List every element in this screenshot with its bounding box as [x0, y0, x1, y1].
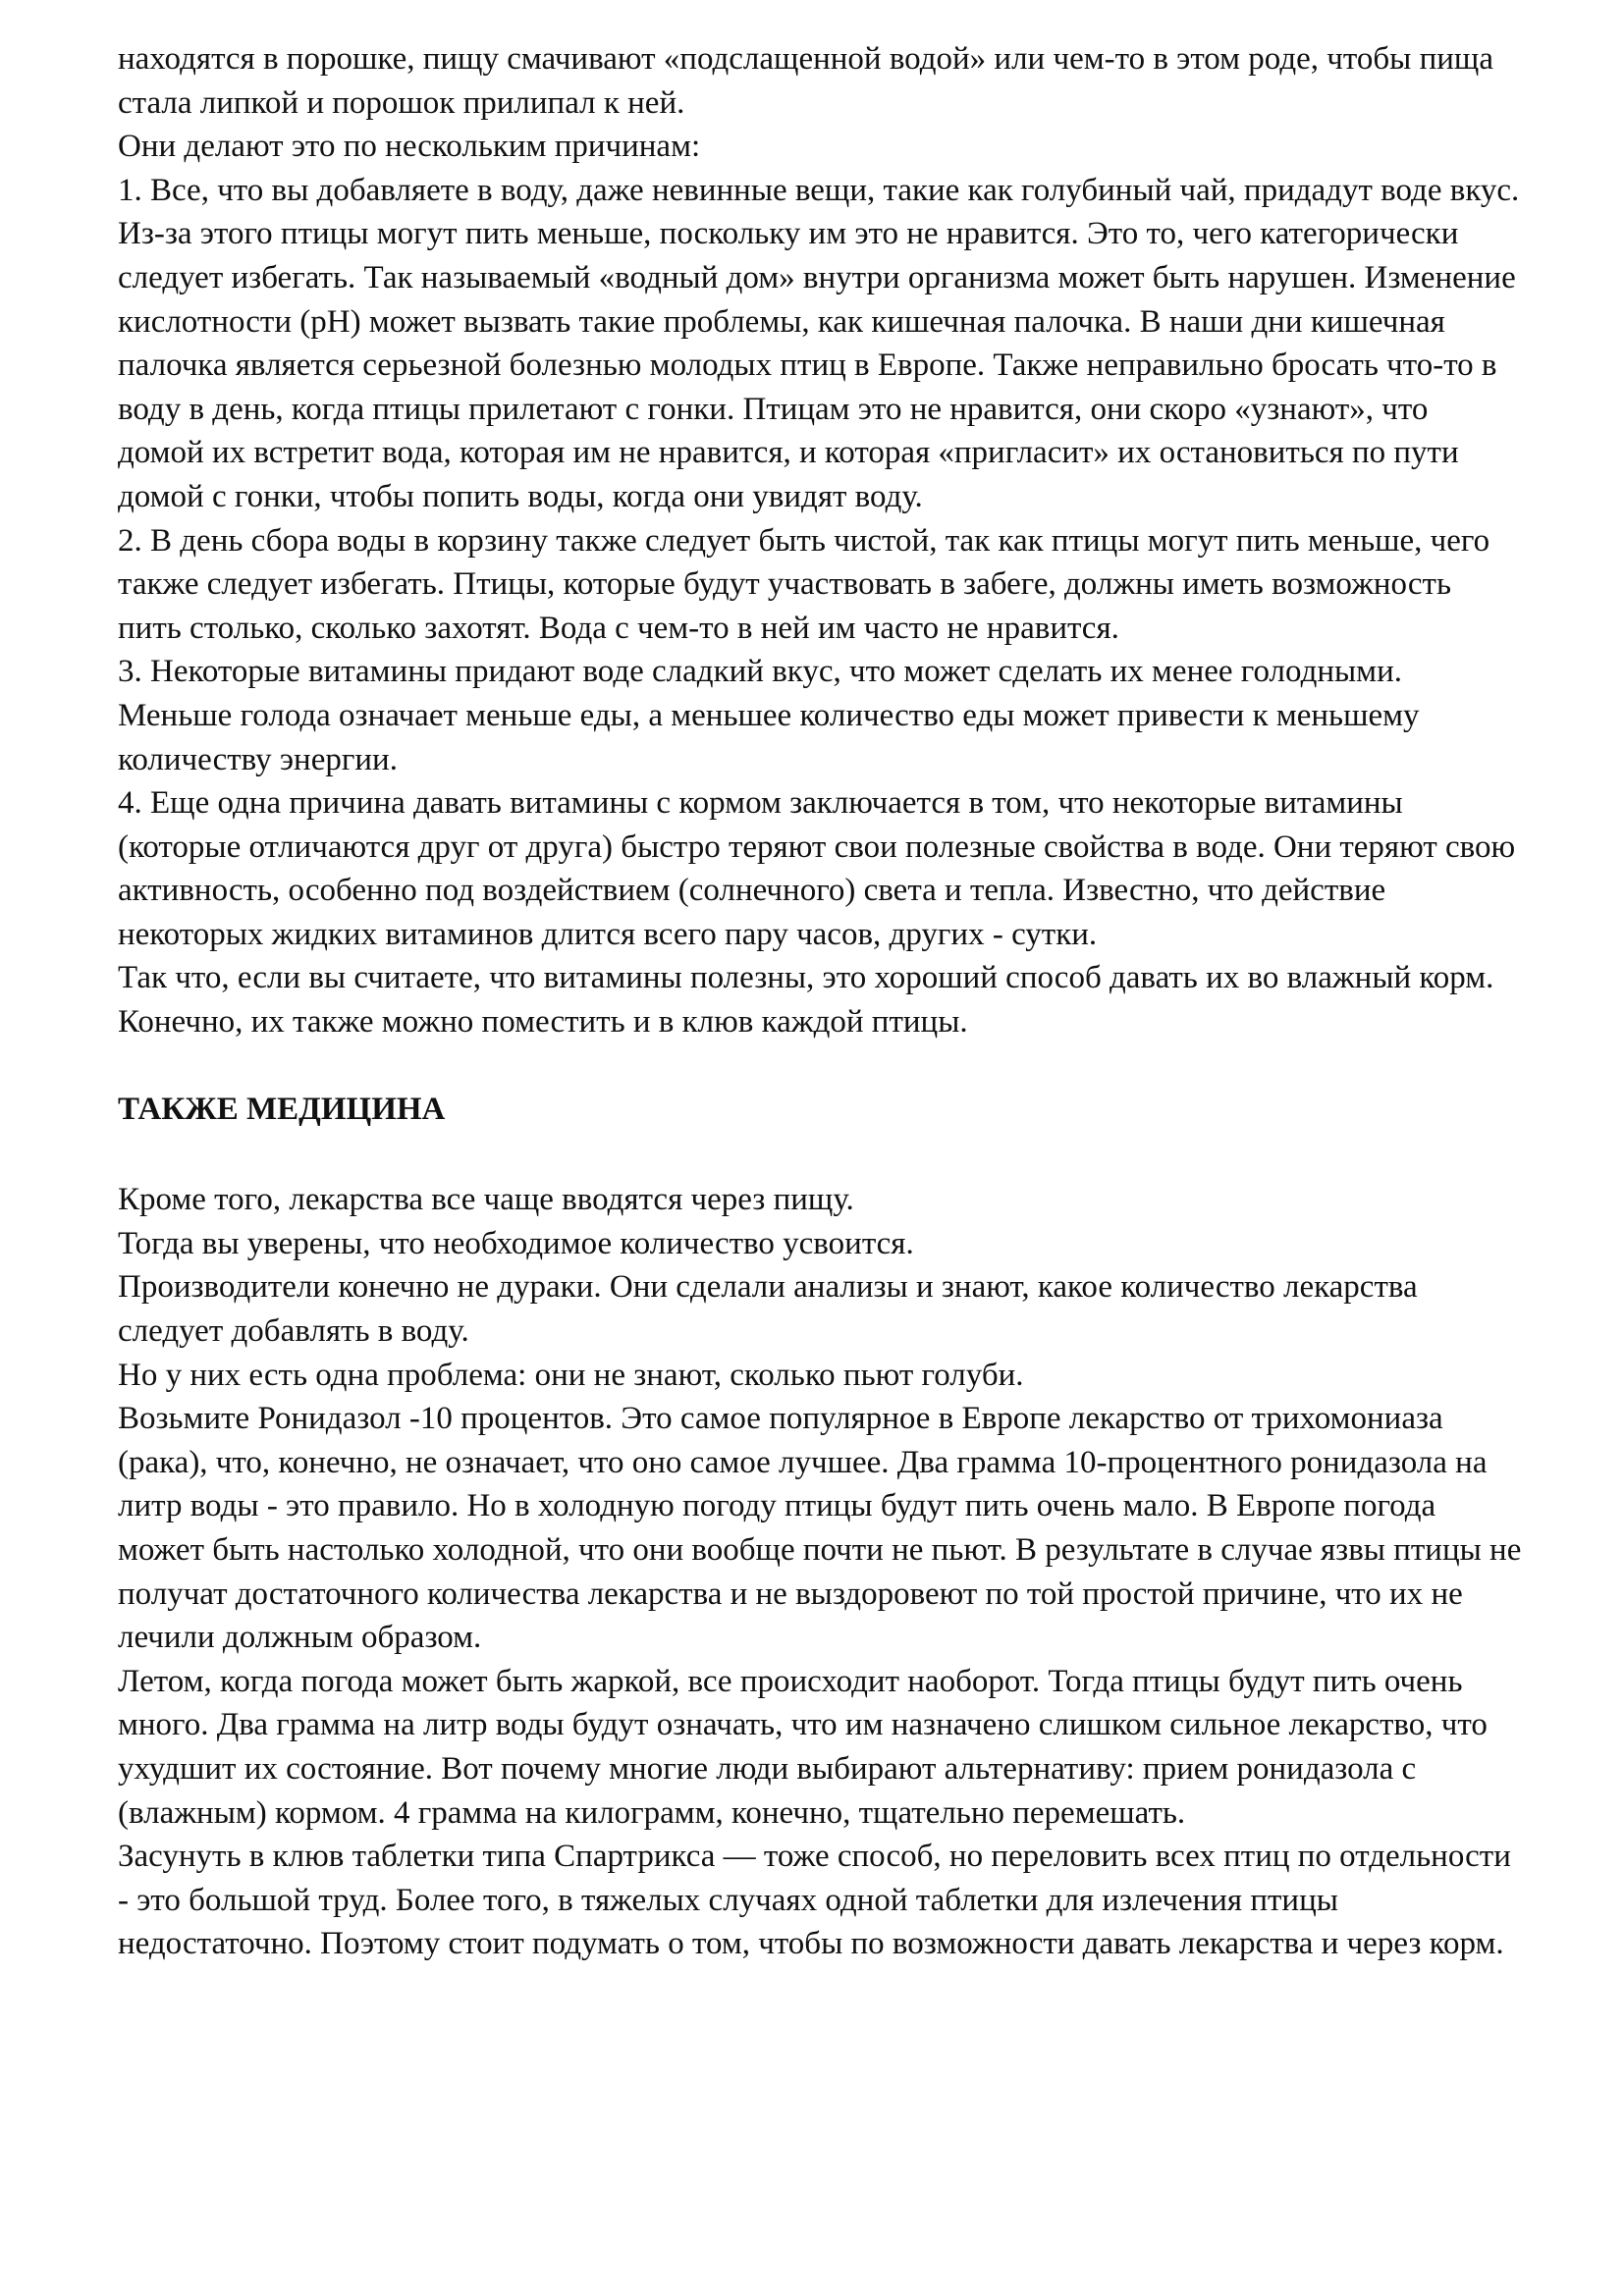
paragraph-vitamins-conclusion: Так что, если вы считаете, что витамины полезны, это хороший способ давать их во влажный корм. Конечно, их также можно поместить и в клюв каждой птицы.	[118, 960, 1494, 1041]
paragraph-reason-2: 2. В день сбора воды в корзину также следует быть чистой, так как птицы могут пить меньше, чего также следует избегать. Птицы, которые будут участвовать в забеге, должны иметь возможность пить столько, сколько захотят. Вода с чем-то в ней им часто не нравится.	[118, 522, 1490, 646]
paragraph-spartrix: Засунуть в клюв таблетки типа Спартрикса — тоже способ, но переловить всех птиц по отдельности - это большой труд. Более того, в тяжелых случаях одной таблетки для излечения птицы недостаточно. Поэтому стоит подумать о том, чтобы по возможности давать лекарства и через корм.	[118, 1839, 1511, 1962]
paragraph-summer: Летом, когда погода может быть жаркой, все происходит наоборот. Тогда птицы будут пить очень много. Два грамма на литр воды будут означать, что им назначено слишком сильное лекарство, что ухудшит их состояние. Вот почему многие люди выбирают альтернативу: прием ронидазола с (влажным) кормом. 4 грамма на килограмм, конечно, тщательно перемешать.	[118, 1663, 1488, 1831]
paragraph-reason-3: 3. Некоторые витамины придают воде сладкий вкус, что может сделать их менее голодными. Меньше голода означает меньше еды, а меньшее количество еды может привести к меньшему количеству энергии.	[118, 654, 1420, 777]
paragraph-medicine-food: Кроме того, лекарства все чаще вводятся через пищу.	[118, 1182, 854, 1218]
paragraph-intro-continued: находятся в порошке, пищу смачивают «подслащенной водой» или чем-то в этом роде, чтобы пища стала липкой и порошок прилипал к ней.	[118, 41, 1493, 121]
paragraph-medicine-certainty: Тогда вы уверены, что необходимое количество усвоится.	[118, 1225, 914, 1261]
document-page	[118, 37, 1522, 1966]
paragraph-ronidazole: Возьмите Ронидазол -10 процентов. Это самое популярное в Европе лекарство от трихомониаза (рака), что, конечно, не означает, что оно самое лучшее. Два грамма 10-процентного ронидазола на литр воды - это правило. Но в холодную погоду птицы будут пить очень мало. В Европе погода может быть настолько холодной, что они вообще почти не пьют. В результате в случае язвы птицы не получат достаточного количества лекарства и не выздоровеют по той простой причине, что их не лечили должным образом.	[118, 1401, 1522, 1656]
paragraph-reasons-intro: Они делают это по нескольким причинам:	[118, 129, 701, 165]
paragraph-problem: Но у них есть одна проблема: они не знают, сколько пьют голуби.	[118, 1357, 1024, 1393]
section-heading-medicine: ТАКЖЕ МЕДИЦИНА	[118, 1091, 446, 1127]
paragraph-manufacturers: Производители конечно не дураки. Они сделали анализы и знают, какое количество лекарства следует добавлять в воду.	[118, 1269, 1418, 1350]
paragraph-reason-1: 1. Все, что вы добавляете в воду, даже невинные вещи, такие как голубиный чай, придадут воде вкус. Из-за этого птицы могут пить меньше, поскольку им это не нравится. Это то, чего категорически следует избегать. Так называемый «водный дом» внутри организма может быть нарушен. Изменение кислотности (pH) может вызвать такие проблемы, как кишечная палочка. В наши дни кишечная палочка является серьезной болезнью молодых птиц в Европе. Также неправильно бросать что-то в воду в день, когда птицы прилетают с гонки. Птицам это не нравится, они скоро «узнают», что домой их встретит вода, которая им не нравится, и которая «пригласит» их остановиться по пути домой с гонки, чтобы попить воды, когда они увидят воду.	[118, 172, 1520, 514]
paragraph-reason-4: 4. Еще одна причина давать витамины с кормом заключается в том, что некоторые витамины (которые отличаются друг от друга) быстро теряют свои полезные свойства в воде. Они теряют свою активность, особенно под воздействием (солнечного) света и тепла. Известно, что действие некоторых жидких витаминов длится всего пару часов, других - сутки.	[118, 785, 1516, 952]
